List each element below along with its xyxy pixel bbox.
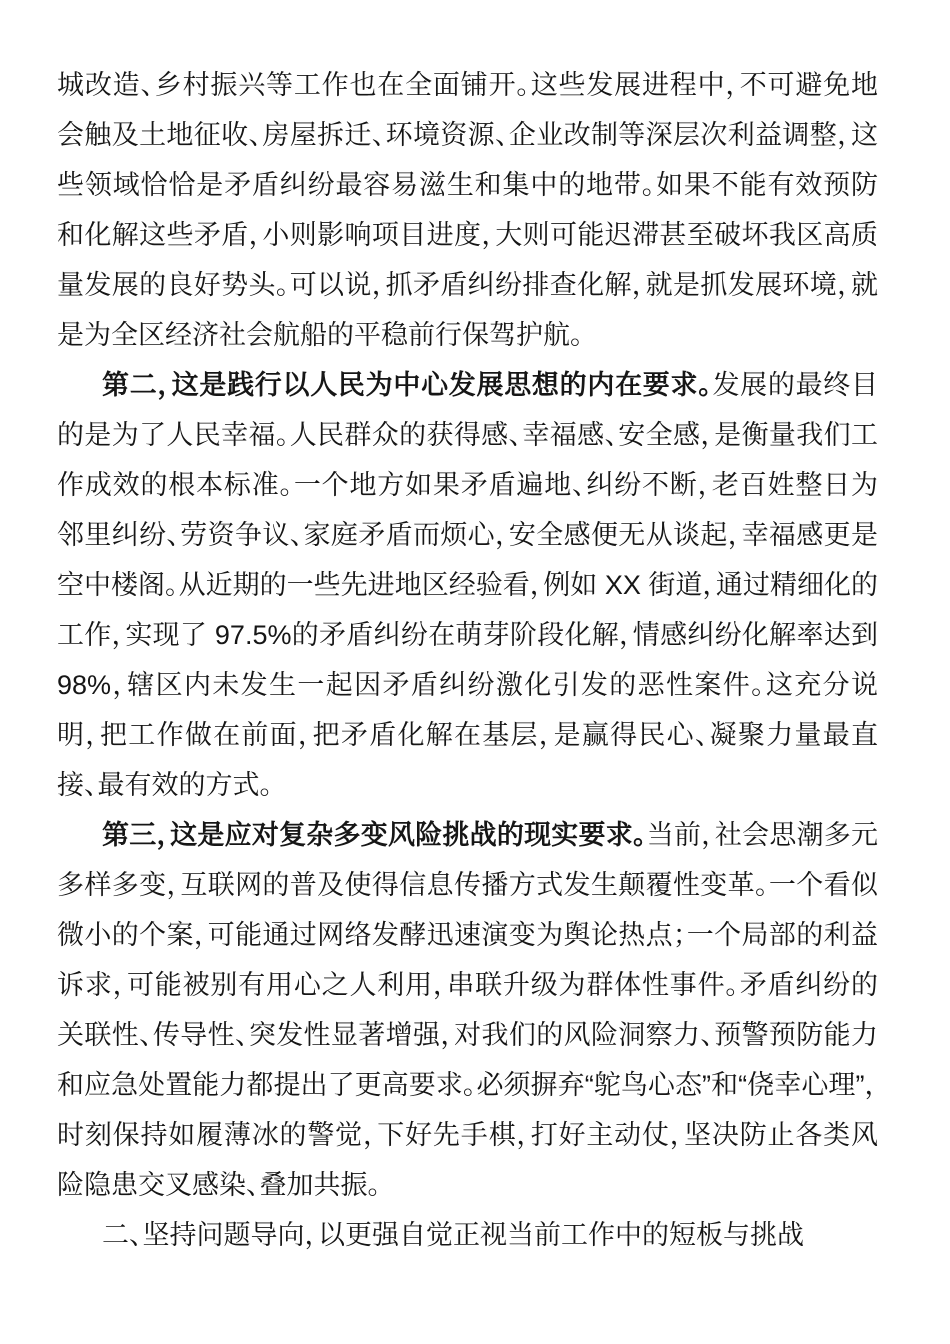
paragraph-text: 当前，社会思潮多元多样多变，互联网的普及使得信息传播方式发生颠覆性变革。一个看似微小的个案，可能通过网络发酵迅速演变为舆论热点；一个局部的利益诉求，可能被别有用心之人利用，串联升级为群体性事件。矛盾纠纷的关联性、传导性、突发性显著增强，对我们的风险洞察力、预警预防能力和应急处置能力都提出了更高要求。必须摒弃“鸵鸟心态”和“侥幸心理”，时刻保持如履薄冰的警觉，下好先手棋，打好主动仗，坚决防止各类风险隐患交叉感染、叠加共振。 — [57, 820, 879, 1200]
paragraph — [57, 810, 878, 1210]
paragraph-lead: 第二，这是践行以人民为中心发展思想的内在要求。 — [102, 370, 713, 400]
paragraph — [57, 60, 878, 360]
paragraph-text: 发展的最终目的是为了人民幸福。人民群众的获得感、幸福感、安全感，是衡量我们工作成效的根本标准。一个地方如果矛盾遍地、纠纷不断，老百姓整日为邻里纠纷、劳资争议、家庭矛盾而烦心，安全感便无从谈起，幸福感更是空中楼阁。从近期的一些先进地区经验看，例如 XX 街道，通过精细化的工作，实现了 97.5%的矛盾纠纷在萌芽阶段化解，情感纠纷化解率达到 98%，辖区内未发生一起因矛盾纠纷激化引发的恶性案件。这充分说明，把工作做在前面，把矛盾化解在基层，是赢得民心、凝聚力量最直接、最有效的方式。 — [57, 370, 879, 800]
paragraph-lead: 第三，这是应对复杂多变风险挑战的现实要求。 — [102, 820, 647, 850]
paragraph — [57, 360, 878, 810]
section-heading: 二、坚持问题导向，以更强自觉正视当前工作中的短板与挑战 — [102, 1220, 804, 1250]
paragraph-text: 城改造、乡村振兴等工作也在全面铺开。这些发展进程中，不可避免地会触及土地征收、房屋拆迁、环境资源、企业改制等深层次利益调整，这些领域恰恰是矛盾纠纷最容易滋生和集中的地带。如果不能有效预防和化解这些矛盾，小则影响项目进度，大则可能迟滞甚至破坏我区高质量发展的良好势头。可以说，抓矛盾纠纷排查化解，就是抓发展环境，就是为全区经济社会航船的平稳前行保驾护航。 — [57, 70, 878, 350]
